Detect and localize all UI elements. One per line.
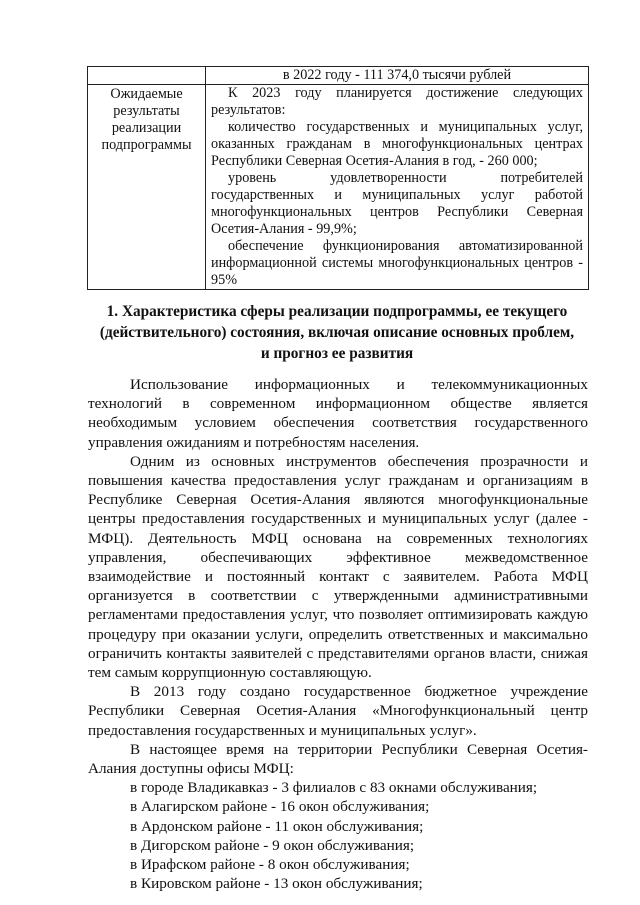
results-intro: К 2023 году планируется достижение следующих результатов:	[211, 85, 583, 118]
offices-list	[88, 778, 588, 893]
subprogram-passport-table	[87, 66, 589, 290]
result-item-satisfaction: уровень удовлетворенности потребителей государственных и муниципальных услуг работой многофункциональных центров Республики Северная Осетия-Алания - 99,9%;	[211, 170, 583, 237]
table-row-funding	[88, 67, 589, 85]
paragraph-offices-intro: В настоящее время на территории Республики Северная Осетия-Алания доступны офисы МФЦ:	[88, 740, 588, 778]
list-item: в Алагирском районе - 16 окон обслуживания;	[130, 798, 430, 816]
list-item: в Ардонском районе - 11 окон обслуживания;	[130, 817, 424, 835]
expected-results-cell	[206, 85, 589, 290]
list-item: в Кировском районе - 13 окон обслуживания;	[130, 875, 423, 893]
expected-results-header: Ожидаемые результаты реализации подпрограммы	[88, 85, 206, 290]
paragraph-mfc-created: В 2013 году создано государственное бюджетное учреждение Республики Северная Осетия-Алания «Многофункциональный центр предоставления государственных и муниципальных услуг».	[88, 683, 588, 739]
table-cell-funding	[206, 67, 589, 85]
list-item: в городе Владикавказ - 3 филиалов с 83 окнами обслуживания;	[130, 779, 538, 797]
result-item-ais-functioning: обеспечение функционирования автоматизированной информационной системы многофункциональных центров - 95%	[211, 238, 583, 288]
list-item: в Ирафском районе - 8 окон обслуживания;	[130, 856, 410, 874]
table-row-expected-results	[88, 85, 589, 290]
table-cell-empty	[88, 67, 206, 85]
funding-2022-text: в 2022 году - 111 374,0 тысячи рублей	[282, 67, 512, 83]
section-title: 1. Характеристика сферы реализации подпрограммы, ее текущего (действительного) состояния, включая описание основных проблем, и прогноз ее развития	[99, 303, 575, 362]
paragraph-ict: Использование информационных и телекоммуникационных технологий в современном информационном обществе является необходимым условием обеспечения соответствия государственного управления ожиданиям и потребностям населения.	[88, 376, 588, 451]
section-body	[88, 375, 588, 893]
list-item: в Дигорском районе - 9 окон обслуживания;	[130, 836, 415, 854]
paragraph-mfc-role: Одним из основных инструментов обеспечения прозрачности и повышения качества предоставления услуг гражданам и организациям в Республике Северная Осетия-Алания являются многофункциональные центры предоставления государственных и муниципальных услуг (далее - МФЦ). Деятельность МФЦ основана на современных технологиях управления, обеспечивающих эффективное межведомственное взаимодействие и постоянный контакт с заявителем. Работа МФЦ организуется в соответствии с утвержденными административными регламентами предоставления услуг, что позволяет оптимизировать каждую процедуру при оказании услуги, определить ответственных и максимально ограничить контакты заявителей с представителями органов власти, снижая тем самым коррупционную составляющую.	[88, 452, 588, 682]
result-item-services-count: количество государственных и муниципальных услуг, оказанных гражданам в многофункциональных центрах Республики Северная Осетия-Алания в год, - 260 000;	[211, 119, 583, 169]
